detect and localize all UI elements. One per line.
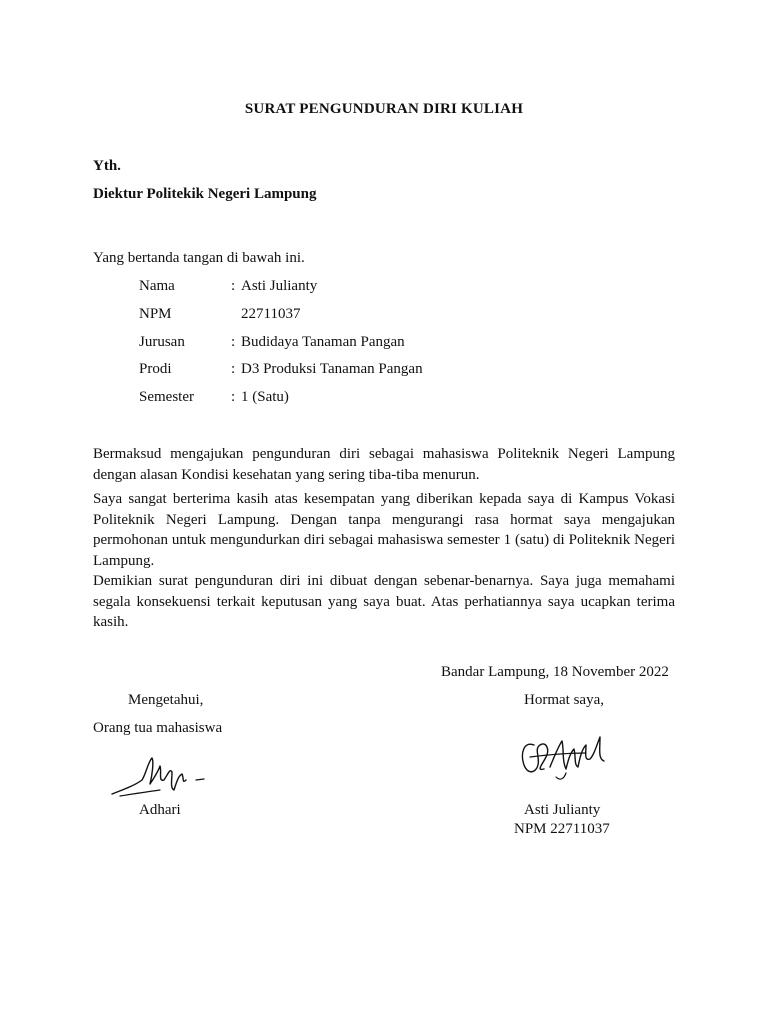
right-signatory-heading: Hormat saya, — [524, 692, 604, 708]
identity-colon: : — [231, 334, 236, 350]
right-signature-image — [516, 727, 612, 785]
body-paragraph-3: Demikian surat pengunduran diri ini dibuat dengan sebenar-benarnya. Saya juga memahami segala konsekuensi terkait keputusan yang saya buat. Atas perhatiannya saya ucapkan terima kasih. — [93, 573, 675, 630]
identity-colon: : — [231, 389, 236, 405]
recipient-salutation: Yth. — [93, 158, 121, 174]
identity-label: Semester — [139, 389, 194, 405]
recipient-name: Diektur Politekik Negeri Lampung — [93, 186, 317, 202]
left-signatory-name: Adhari — [139, 802, 181, 818]
left-signatory-role: Orang tua mahasiswa — [93, 720, 223, 736]
identity-label: Prodi — [139, 361, 172, 377]
identity-value: D3 Produksi Tanaman Pangan — [241, 361, 423, 377]
identity-value: Budidaya Tanaman Pangan — [241, 334, 405, 350]
body-paragraph-2: Saya sangat berterima kasih atas kesempatan yang diberikan kepada saya di Kampus Vokasi Politeknik Negeri Lampung. Dengan tanpa mengurangi rasa hormat saya mengajukan permohonan untuk mengundurkan diri sebagai mahasiswa semester 1 (satu) di Politeknik Negeri Lampung. — [93, 491, 675, 569]
identity-label: Nama — [139, 278, 175, 294]
identity-colon: : — [231, 278, 236, 294]
identity-colon: : — [231, 361, 236, 377]
intro-text: Yang bertanda tangan di bawah ini. — [93, 250, 305, 266]
body-paragraph-1: Bermaksud mengajukan pengunduran diri sebagai mahasiswa Politeknik Negeri Lampung dengan alasan Kondisi kesehatan yang sering tiba-tiba menurun. — [93, 446, 675, 483]
right-signatory-npm: NPM 22711037 — [514, 821, 610, 837]
left-signature-image — [108, 750, 208, 800]
document-title: SURAT PENGUNDURAN DIRI KULIAH — [244, 101, 524, 117]
place-date: Bandar Lampung, 18 November 2022 — [441, 664, 669, 680]
right-signatory-name: Asti Julianty — [524, 802, 601, 818]
identity-label: Jurusan — [139, 334, 185, 350]
identity-value: 1 (Satu) — [241, 389, 289, 405]
identity-value: Asti Julianty — [241, 278, 318, 294]
identity-value: 22711037 — [241, 306, 301, 322]
left-signatory-heading: Mengetahui, — [128, 692, 204, 708]
identity-label: NPM — [139, 306, 172, 322]
